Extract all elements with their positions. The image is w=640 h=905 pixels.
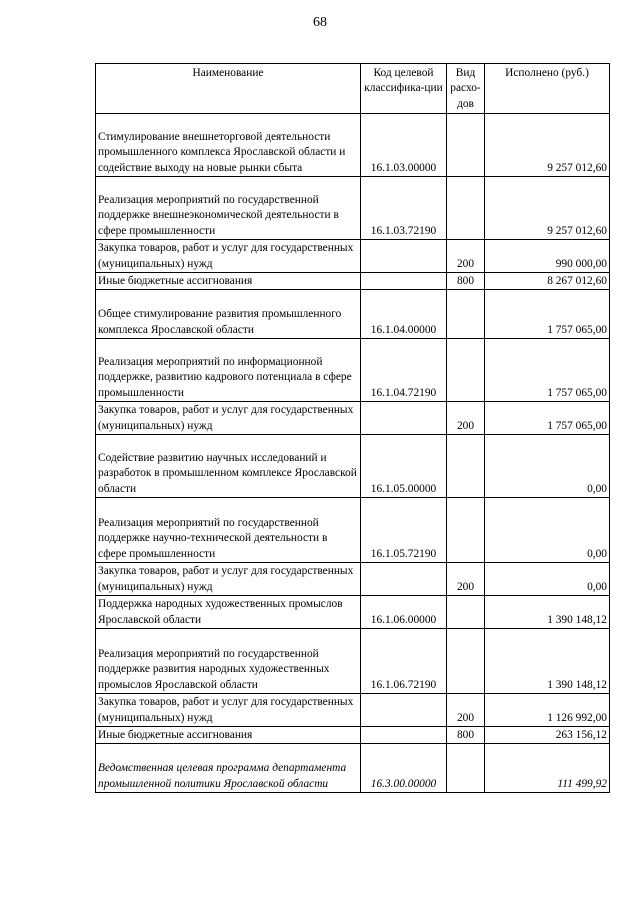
row-code [361,240,447,273]
table-row [96,290,610,339]
row-code [361,563,447,596]
row-name: Иные бюджетные ассигнования [96,727,361,744]
row-amount: 9 257 012,60 [485,114,610,177]
header-code: Код целевой классифика-ции [361,64,447,114]
row-amount: 1 126 992,00 [485,694,610,727]
header-amount: Исполнено (руб.) [485,64,610,114]
row-type: 200 [447,694,485,727]
row-type: 800 [447,273,485,290]
table-row [96,273,610,290]
row-code [361,273,447,290]
header-name: Наименование [96,64,361,114]
table-row [96,114,610,177]
row-amount: 0,00 [485,435,610,498]
row-code: 16.1.04.72190 [361,339,447,402]
row-type [447,290,485,339]
row-name: Реализация мероприятий по государственной поддержке внешнеэкономической деятельности в сфере промышленности [96,177,361,240]
row-name: Закупка товаров, работ и услуг для государственных (муниципальных) нужд [96,402,361,435]
table-row [96,498,610,563]
table-row [96,629,610,694]
row-code: 16.1.04.00000 [361,290,447,339]
row-type: 800 [447,727,485,744]
row-name: Содействие развитию научных исследований и разработок в промышленном комплексе Ярославской области [96,435,361,498]
row-amount: 0,00 [485,563,610,596]
table-header-row [96,64,610,114]
header-type: Вид расхо-дов [447,64,485,114]
table-row [96,402,610,435]
row-amount: 1 390 148,12 [485,629,610,694]
row-amount: 1 757 065,00 [485,339,610,402]
table-row [96,435,610,498]
table-row [96,596,610,629]
row-code [361,694,447,727]
row-code: 16.3.00.00000 [361,744,447,793]
row-type [447,629,485,694]
table-row [96,177,610,240]
row-type [447,435,485,498]
row-code: 16.1.03.00000 [361,114,447,177]
row-name: Стимулирование внешнеторговой деятельности промышленного комплекса Ярославской области и содействие выходу на новые рынки сбыта [96,114,361,177]
row-amount: 1 757 065,00 [485,290,610,339]
row-code: 16.1.06.00000 [361,596,447,629]
row-code: 16.1.03.72190 [361,177,447,240]
budget-table [95,63,610,793]
page-number: 68 [313,15,327,30]
row-name: Закупка товаров, работ и услуг для государственных (муниципальных) нужд [96,563,361,596]
row-type [447,596,485,629]
row-name: Закупка товаров, работ и услуг для государственных (муниципальных) нужд [96,240,361,273]
row-amount: 8 267 012,60 [485,273,610,290]
row-type [447,339,485,402]
row-type: 200 [447,563,485,596]
row-amount: 1 757 065,00 [485,402,610,435]
table-row [96,744,610,793]
row-name: Закупка товаров, работ и услуг для государственных (муниципальных) нужд [96,694,361,727]
table-row [96,240,610,273]
row-name: Поддержка народных художественных промыслов Ярославской области [96,596,361,629]
table-row [96,339,610,402]
row-amount: 990 000,00 [485,240,610,273]
table-row [96,727,610,744]
table-row [96,694,610,727]
row-type: 200 [447,240,485,273]
row-code [361,402,447,435]
row-type: 200 [447,402,485,435]
row-name: Ведомственная целевая программа департамента промышленной политики Ярославской области [96,744,361,793]
row-type [447,114,485,177]
row-code [361,727,447,744]
row-code: 16.1.05.00000 [361,435,447,498]
row-amount: 1 390 148,12 [485,596,610,629]
row-amount: 263 156,12 [485,727,610,744]
row-type [447,177,485,240]
row-amount: 9 257 012,60 [485,177,610,240]
row-name: Реализация мероприятий по государственной поддержке развития народных художественных промыслов Ярославской области [96,629,361,694]
row-code: 16.1.06.72190 [361,629,447,694]
row-type [447,744,485,793]
row-amount: 0,00 [485,498,610,563]
row-name: Реализация мероприятий по информационной поддержке, развитию кадрового потенциала в сфере промышленности [96,339,361,402]
row-name: Реализация мероприятий по государственной поддержке научно-технической деятельности в сфере промышленности [96,498,361,563]
row-amount: 111 499,92 [485,744,610,793]
row-type [447,498,485,563]
row-name: Иные бюджетные ассигнования [96,273,361,290]
row-name: Общее стимулирование развития промышленного комплекса Ярославской области [96,290,361,339]
table-row [96,563,610,596]
row-code: 16.1.05.72190 [361,498,447,563]
